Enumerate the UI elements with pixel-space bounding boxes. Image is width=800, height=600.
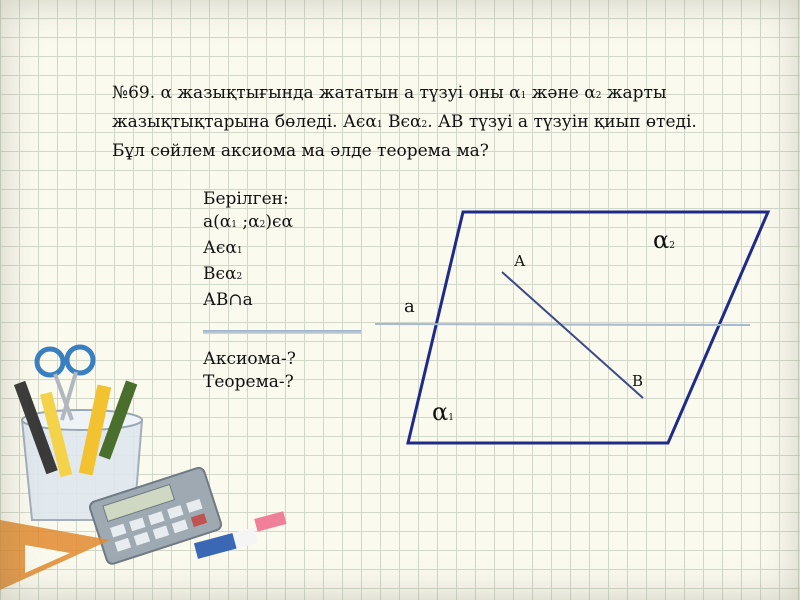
problem-number-and-start: №69. — [112, 83, 161, 103]
problem-text-part-2: және α — [526, 83, 596, 103]
given-line-2-text: Аєα — [203, 238, 237, 258]
problem-text-part-1: α жазықтығында жататын а түзуі оны α — [160, 83, 521, 103]
problem-text-part-3: жарты жазықтықтарына бөледі. Аєα — [112, 83, 667, 132]
given-line-4: АВ∩а — [203, 290, 253, 310]
given-line-1-sub2: 2 — [259, 220, 266, 230]
question-theorem: Теорема-? — [203, 372, 294, 392]
point-b-label: В — [632, 372, 644, 390]
given-line-1-b: ;α — [236, 212, 260, 232]
given-line-1-sub1: 1 — [231, 220, 237, 230]
subscript-1: 1 — [520, 91, 527, 101]
subscript-1b: 1 — [376, 120, 383, 130]
line-a-label: а — [404, 296, 415, 317]
plane-parallelogram — [408, 212, 768, 443]
alpha2-symbol: α — [653, 226, 670, 254]
school-supplies-illustration — [0, 347, 287, 590]
given-line-2-sub: 1 — [236, 246, 243, 256]
alpha2-subscript: 2 — [669, 241, 675, 251]
alpha2-label — [653, 226, 675, 254]
alpha1-symbol: α — [432, 398, 449, 426]
subscript-2b: 2 — [421, 120, 428, 130]
subscript-2: 2 — [595, 91, 602, 101]
problem-text-part-5: . АВ түзуі а түзуін қиып өтеді. Бұл сөйлем аксиома ма әлде теорема ма? — [112, 112, 697, 161]
alpha1-label — [432, 398, 454, 426]
alpha1-subscript: 1 — [448, 413, 454, 423]
problem-text-part-4: Вєα — [382, 112, 422, 132]
given-title: Берілген: — [203, 189, 289, 209]
given-line-1-c: )єα — [265, 212, 293, 232]
point-a-label: А — [514, 252, 526, 270]
given-line-1-a: а(α — [203, 212, 232, 232]
given-line-3-text: Вєα — [203, 264, 237, 284]
question-axiom: Аксиома-? — [203, 349, 296, 369]
segment-ab — [502, 272, 643, 398]
given-line-3-sub: 2 — [236, 272, 243, 282]
